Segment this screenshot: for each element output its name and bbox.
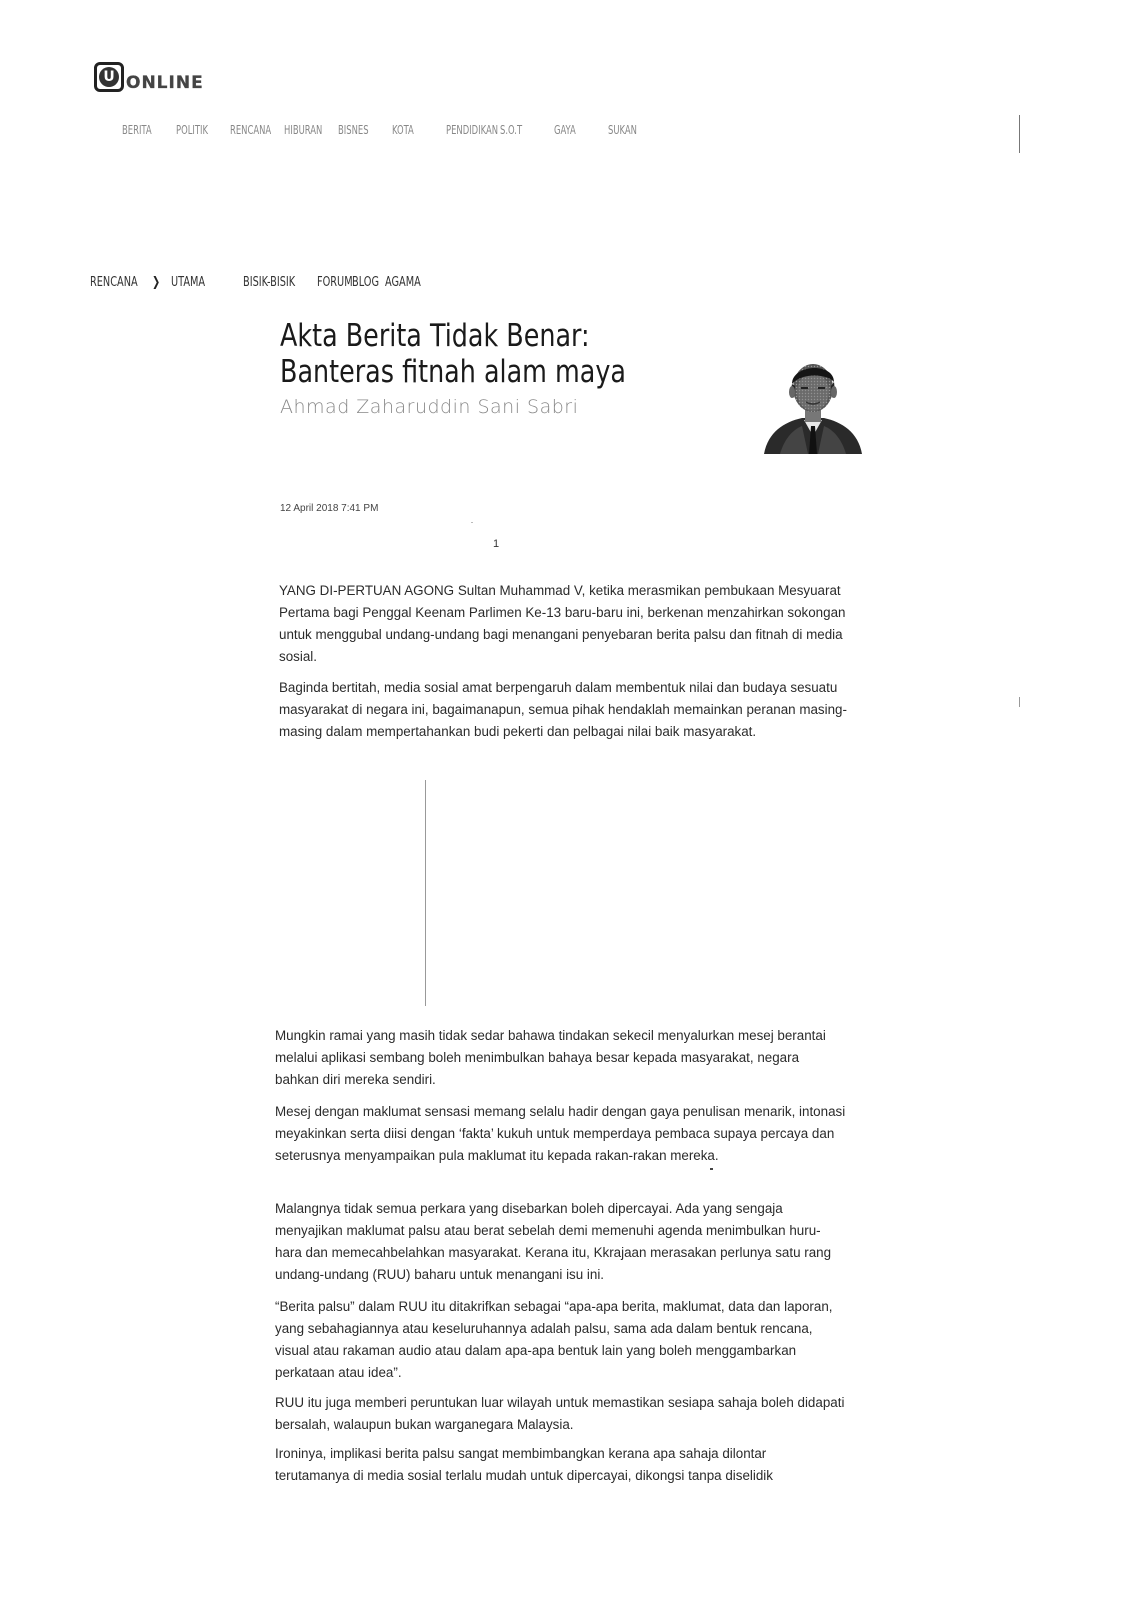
chevron-right-icon: ❯	[152, 275, 161, 290]
scan-speck	[710, 1168, 713, 1170]
article-paragraph: YANG DI-PERTUAN AGONG Sultan Muhammad V, ketika merasmikan pembukaan Mesyuarat Pertama bagi Penggal Keenam Parlimen Ke-13 baru-baru ini, berkenan menzahirkan sokongan untuk menggubal undang-undang bagi menangani penyebaran berita palsu dan fitnah di media sosial.	[279, 583, 846, 664]
main-nav	[122, 123, 641, 137]
nav-item-politik[interactable]: POLITIK	[176, 123, 209, 137]
article-author[interactable]: Ahmad Zaharuddin Sani Sabri	[280, 396, 579, 418]
logo-mark-icon: U	[94, 62, 124, 92]
section-nav-item-bisik-bisik[interactable]: BISIK-BISIK	[242, 275, 296, 290]
comment-count[interactable]: 1	[493, 538, 500, 550]
embedded-content-placeholder	[425, 780, 426, 1006]
article-paragraph: Baginda bertitah, media sosial amat berpengaruh dalam membentuk nilai dan budaya sesuatu masyarakat di negara ini, bagaimanapun, semua pihak hendaklah memainkan peranan masing-masing dalam mempertahankan budi pekerti dan pelbagai nilai baik masyarakat.	[279, 680, 847, 739]
breadcrumb-subsection[interactable]: UTAMA	[170, 275, 205, 290]
nav-item-sukan[interactable]: SUKAN	[608, 123, 637, 137]
nav-item-sot[interactable]: S.O.T	[500, 123, 523, 137]
section-nav-item-blog[interactable]: BLOG	[351, 275, 379, 290]
scan-mark	[1019, 697, 1020, 707]
breadcrumb-section[interactable]: RENCANA	[90, 275, 138, 290]
section-nav-item-agama[interactable]: AGAMA	[384, 275, 421, 290]
nav-item-pendidikan[interactable]: PENDIDIKAN	[446, 123, 499, 137]
nav-item-rencana[interactable]: RENCANA	[230, 123, 272, 137]
section-nav-item-forum[interactable]: FORUM	[316, 275, 353, 290]
author-photo	[762, 350, 864, 454]
scrollbar[interactable]	[1019, 115, 1020, 153]
article-paragraph: Mesej dengan maklumat sensasi memang selalu hadir dengan gaya penulisan menarik, intonasi meyakinkan serta diisi dengan ‘fakta’ kukuh untuk memperdaya pembaca supaya percaya dan seterusnya menyampaikan pula maklumat itu kepada rakan-rakan mereka.	[275, 1104, 846, 1163]
article-paragraph: Ironinya, implikasi berita palsu sangat membimbangkan kerana apa sahaja dilontar terutamanya di media sosial terlalu mudah untuk dipercayai, dikongsi tanpa diselidik	[275, 1446, 773, 1483]
article-paragraph: Malangnya tidak semua perkara yang disebarkan boleh dipercayai. Ada yang sengaja menyajikan maklumat palsu atau berat sebelah demi memenuhi agenda menimbulkan huru-hara dan memecahbelahkan masyarakat. Kerana itu, Kkrajaan merasakan perlunya satu rang undang-undang (RUU) baharu untuk menangani isu ini.	[275, 1201, 832, 1282]
article-title: Akta Berita Tidak Benar: Banteras fitnah alam maya	[280, 318, 626, 390]
article-date: 12 April 2018 7:41 PM	[280, 503, 379, 514]
scan-speck	[471, 522, 473, 523]
logo-text: ONLINE	[126, 73, 204, 93]
nav-item-berita[interactable]: BERITA	[122, 123, 152, 137]
article-paragraph: RUU itu juga memberi peruntukan luar wilayah untuk memastikan sesiapa sahaja boleh didapati bersalah, walaupun bukan warganegara Malaysia.	[275, 1395, 845, 1432]
site-logo[interactable]	[94, 62, 204, 92]
section-nav	[90, 275, 425, 290]
nav-item-kota[interactable]: KOTA	[392, 123, 414, 137]
article-paragraph: “Berita palsu” dalam RUU itu ditakrifkan sebagai “apa-apa berita, maklumat, data dan laporan, yang sebahagiannya atau keseluruhannya adalah palsu, sama ada dalam bentuk rencana, visual atau rakaman audio atau dalam apa-apa bentuk lain yang boleh menggambarkan perkataan atau idea”.	[275, 1299, 833, 1380]
nav-item-hiburan[interactable]: HIBURAN	[284, 123, 323, 137]
nav-item-gaya[interactable]: GAYA	[554, 123, 576, 137]
nav-item-bisnes[interactable]: BISNES	[338, 123, 369, 137]
article-paragraph: Mungkin ramai yang masih tidak sedar bahawa tindakan sekecil menyalurkan mesej berantai melalui aplikasi sembang boleh menimbulkan bahaya besar kepada masyarakat, negara bahkan diri mereka sendiri.	[275, 1028, 826, 1087]
